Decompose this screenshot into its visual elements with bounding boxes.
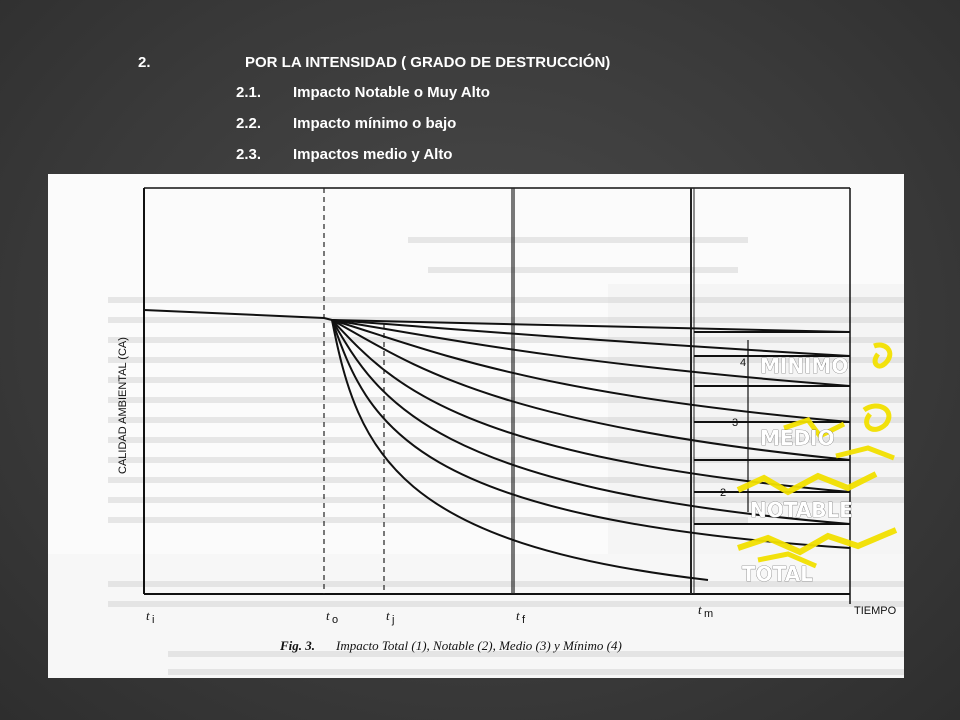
heading-number: 2. — [138, 54, 151, 71]
label-total: TOTAL — [742, 562, 813, 586]
subitem-label-1: Impacto Notable o Muy Alto — [293, 84, 490, 101]
curve-number-4: 4 — [740, 357, 747, 369]
time-sub-i: i — [152, 614, 155, 626]
subitem-label-3: Impactos medio y Alto — [293, 146, 453, 163]
time-sub-j: j — [392, 614, 395, 626]
subitem-number-2: 2.2. — [236, 115, 262, 132]
time-sub-f: f — [522, 614, 526, 626]
heading-title: POR LA INTENSIDAD ( GRADO DE DESTRUCCIÓN) — [245, 54, 611, 71]
label-notable: NOTABLE — [750, 498, 853, 522]
time-sub-m: m — [704, 608, 714, 620]
subitem-label-2: Impacto mínimo o bajo — [293, 115, 457, 132]
subitem-number-3: 2.3. — [236, 146, 262, 163]
time-mark-o: t — [326, 608, 330, 623]
subitem-number-1: 2.1. — [236, 84, 262, 101]
impact-diagram — [48, 174, 904, 678]
time-mark-m: t — [698, 602, 702, 617]
curve-number-3: 3 — [732, 417, 739, 429]
scanned-figure — [48, 174, 904, 678]
y-axis-label: CALIDAD AMBIENTAL (CA) — [117, 337, 129, 474]
time-mark-f: t — [516, 608, 520, 623]
label-minimo: MINIMO — [760, 354, 849, 378]
curve-number-2: 2 — [720, 487, 727, 499]
time-mark-i: t — [146, 608, 150, 623]
time-sub-o: o — [332, 614, 339, 626]
time-mark-j: t — [386, 608, 390, 623]
figure-caption-prefix: Fig. 3. — [280, 638, 316, 653]
figure-caption-text: Impacto Total (1), Notable (2), Medio (3) y Mínimo (4) — [336, 638, 622, 653]
label-medio: MEDIO — [760, 426, 835, 450]
x-axis-label: TIEMPO — [854, 605, 897, 617]
